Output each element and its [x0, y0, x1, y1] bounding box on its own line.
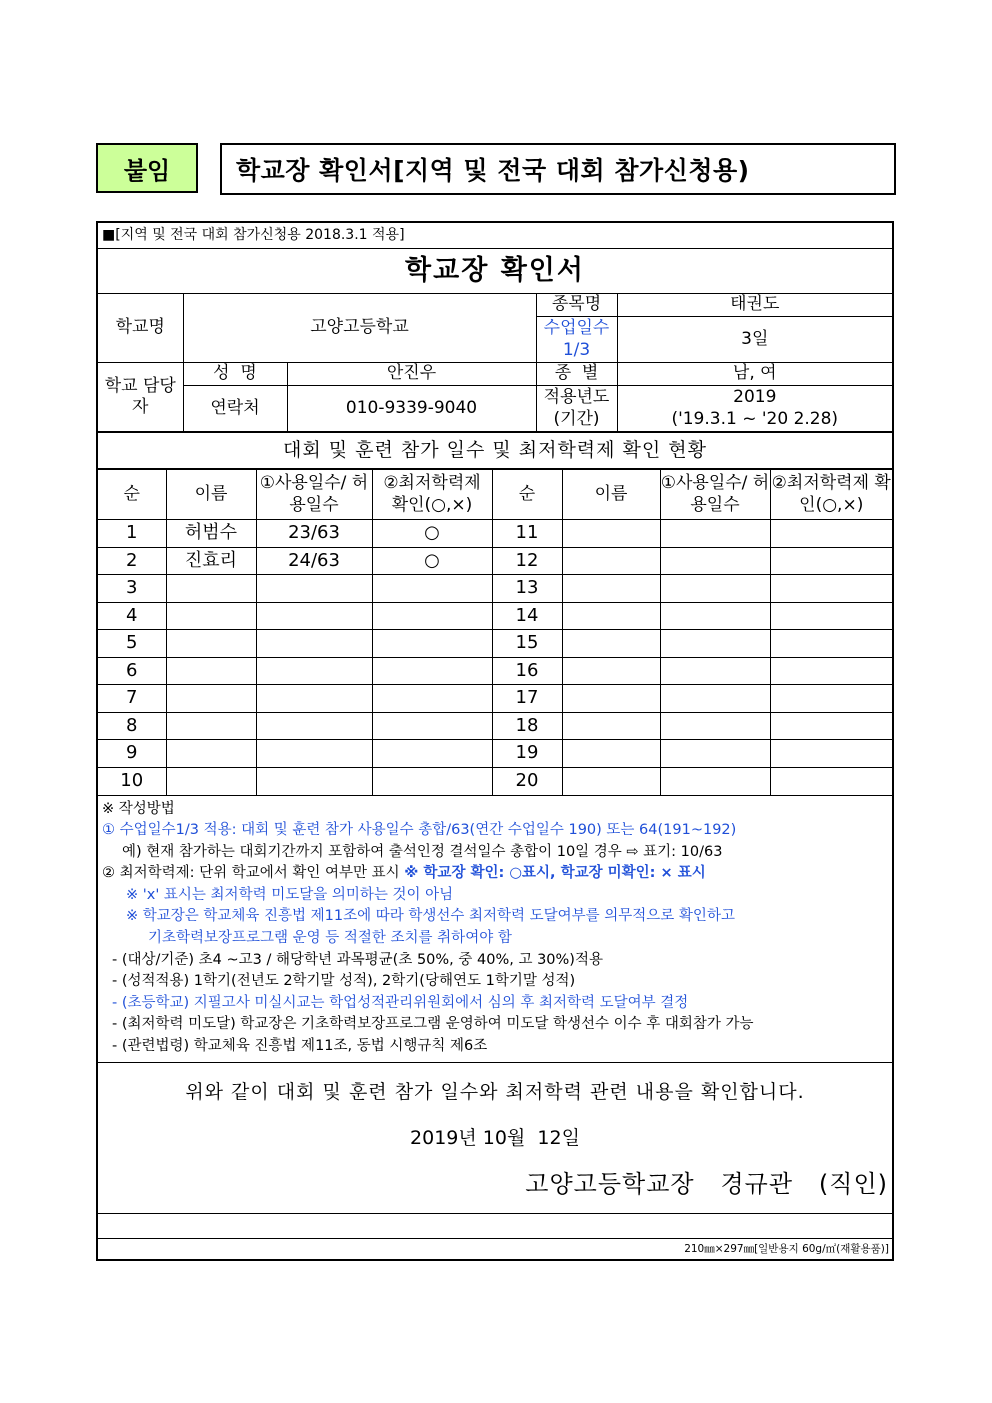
form-title: 학교장 확인서: [98, 249, 892, 294]
row-days: 24/63: [256, 547, 372, 575]
status-section: [98, 469, 892, 796]
info-table: [98, 293, 892, 432]
row-name: 진효리: [166, 547, 256, 575]
row-days: [660, 740, 770, 768]
phone-value: 010-9339-9040: [287, 386, 536, 432]
row-check: ○: [372, 547, 492, 575]
row-name: [166, 602, 256, 630]
row-days: [660, 547, 770, 575]
row-no: 8: [98, 712, 166, 740]
note-line-2: 예) 현재 참가하는 대회기간까지 포함하여 출석인정 결석일수 총합이 10일 경우 ⇨ 표기: 10/63: [122, 843, 723, 860]
paper-spec: 210㎜×297㎜[일반용지 60g/㎡(재활용품)]: [98, 1238, 892, 1259]
row-days: [660, 712, 770, 740]
period-range: ('19.3.1 ~ '20 2.28): [671, 408, 839, 429]
note-line-3: [102, 863, 892, 885]
table-row: [98, 740, 892, 768]
note-line-6: 기초학력보장프로그램 운영 등 적절한 조치를 취하여야 함: [148, 930, 512, 947]
confirm-statement: 위와 같이 대회 및 훈련 참가 일수와 최저학력 관련 내용을 확인합니다.: [185, 1080, 805, 1103]
row-days: [660, 657, 770, 685]
table-row: [98, 520, 892, 548]
row-name: [166, 630, 256, 658]
note-line-3-text: ② 최저학력제: 단위 학교에서 확인 여부만 표시: [102, 865, 405, 882]
row-check: [372, 575, 492, 603]
row-check: [372, 685, 492, 713]
event-value: 태권도: [617, 294, 892, 317]
row-days: [256, 630, 372, 658]
row-no: 19: [492, 740, 562, 768]
row-check: [770, 685, 892, 713]
row-name: [562, 712, 660, 740]
period-label: 적용년도 (기간): [536, 386, 617, 432]
row-no: 20: [492, 767, 562, 795]
table-row: [98, 602, 892, 630]
table-row: [98, 547, 892, 575]
col-check: ②최저학력제 확인(○,×): [770, 470, 892, 520]
row-no: 13: [492, 575, 562, 603]
scope-note: ■[지역 및 전국 대회 참가신청용 2018.3.1 적용]: [98, 223, 892, 249]
row-name: [562, 602, 660, 630]
col-name: 이름: [166, 470, 256, 520]
row-no: 1: [98, 520, 166, 548]
name-label: 성 명: [183, 363, 287, 386]
status-title: 대회 및 훈련 참가 일수 및 최저학력제 확인 현황: [98, 433, 892, 469]
row-name: [166, 685, 256, 713]
row-name: [166, 767, 256, 795]
row-days: [256, 740, 372, 768]
col-days: ①사용일수/ 허용일수: [256, 470, 372, 520]
row-no: 2: [98, 547, 166, 575]
row-no: 9: [98, 740, 166, 768]
row-no: 16: [492, 657, 562, 685]
row-no: 18: [492, 712, 562, 740]
participation-table: [98, 469, 892, 795]
note-line-3-emphasis: ※ 학교장 확인: ○표시, 학교장 미확인: × 표시: [404, 865, 706, 882]
gender-value: 남, 여: [617, 363, 892, 386]
row-name: [562, 740, 660, 768]
note-line-5: ※ 학교장은 학교체육 진흥법 제11조에 따라 학생선수 최저학력 도달여부를 의무적으로 확인하고: [126, 908, 735, 925]
row-days: 23/63: [256, 520, 372, 548]
row-check: [770, 520, 892, 548]
row-days: [256, 575, 372, 603]
row-days: [660, 685, 770, 713]
confirmation-form: [96, 221, 894, 1261]
table-row: [98, 712, 892, 740]
note-line-9: - (초등학교) 지필고사 미실시교는 학업성적관리위원회에서 심의 후 최저학력 도달여부 결정: [112, 994, 689, 1011]
row-no: 5: [98, 630, 166, 658]
note-line-4: ※ 'x' 표시는 최저학력 미도달을 의미하는 것이 아님: [126, 886, 454, 903]
document-heading: 학교장 확인서[지역 및 전국 대회 참가신청용): [220, 143, 896, 195]
school-name-value: 고양고등학교: [183, 294, 536, 363]
row-check: [372, 657, 492, 685]
row-check: [372, 740, 492, 768]
note-line-1: ① 수업일수1/3 적용: 대회 및 훈련 참가 사용일수 총합/63(연간 수업일수 190) 또는 64(191~192): [102, 822, 737, 839]
school-name-label: 학교명: [98, 294, 183, 363]
confirmation-block: [98, 1063, 892, 1213]
class-days-value: 3일: [617, 317, 892, 363]
instructions: [98, 796, 892, 1063]
row-check: ○: [372, 520, 492, 548]
row-check: [770, 767, 892, 795]
note-line-8: - (성적적용) 1학기(전년도 2학기말 성적), 2학기(당해연도 1학기말 성적): [112, 973, 576, 990]
col-no: 순: [492, 470, 562, 520]
note-line-7: - (대상/기준) 초4 ~고3 / 해당학년 과목평균(초 50%, 중 40%, 고 30%)적용: [112, 951, 603, 968]
event-label: 종목명: [536, 294, 617, 317]
row-check: [372, 712, 492, 740]
row-days: [660, 630, 770, 658]
phone-label: 연락처: [183, 386, 287, 432]
table-row: [98, 630, 892, 658]
class-days-label: 수업일수 1/3: [536, 317, 617, 363]
row-check: [770, 547, 892, 575]
note-line-10: - (최저학력 미도달) 학교장은 기초학력보장프로그램 운영하여 미도달 학생선수 이수 후 대회참가 가능: [112, 1016, 754, 1033]
year-value: 2019: [733, 387, 777, 408]
row-days: [660, 575, 770, 603]
info-section: [98, 293, 892, 433]
row-days: [256, 657, 372, 685]
row-name: [166, 575, 256, 603]
row-check: [770, 712, 892, 740]
row-no: 6: [98, 657, 166, 685]
row-no: 3: [98, 575, 166, 603]
row-no: 12: [492, 547, 562, 575]
confirm-date: 2019년 10월 12일: [410, 1126, 580, 1149]
row-days: [256, 685, 372, 713]
row-check: [770, 602, 892, 630]
row-days: [660, 767, 770, 795]
contact-person-label: 학교 담당자: [98, 363, 183, 432]
table-row: [98, 685, 892, 713]
row-no: 17: [492, 685, 562, 713]
row-name: [562, 767, 660, 795]
row-check: [770, 740, 892, 768]
period-value: [617, 386, 892, 432]
name-value: 안진우: [287, 363, 536, 386]
row-no: 10: [98, 767, 166, 795]
row-days: [256, 712, 372, 740]
row-check: [770, 575, 892, 603]
col-no: 순: [98, 470, 166, 520]
table-row: [98, 575, 892, 603]
row-name: [562, 657, 660, 685]
row-days: [660, 520, 770, 548]
row-name: [562, 685, 660, 713]
row-check: [372, 767, 492, 795]
row-check: [770, 630, 892, 658]
row-name: [562, 630, 660, 658]
row-name: [562, 547, 660, 575]
principal-signature: 고양고등학교장 경규관 (직인): [525, 1169, 888, 1198]
col-check: ②최저학력제 확인(○,×): [372, 470, 492, 520]
row-name: [562, 575, 660, 603]
col-name: 이름: [562, 470, 660, 520]
notes-heading: ※ 작성방법: [102, 800, 175, 817]
blank-row: [98, 1213, 892, 1238]
row-no: 4: [98, 602, 166, 630]
row-check: [372, 630, 492, 658]
row-no: 15: [492, 630, 562, 658]
row-name: [166, 657, 256, 685]
row-days: [256, 767, 372, 795]
row-name: 허범수: [166, 520, 256, 548]
row-name: [166, 740, 256, 768]
row-no: 14: [492, 602, 562, 630]
row-no: 7: [98, 685, 166, 713]
col-days: ①사용일수/ 허용일수: [660, 470, 770, 520]
row-check: [372, 602, 492, 630]
row-days: [660, 602, 770, 630]
row-name: [166, 712, 256, 740]
row-no: 11: [492, 520, 562, 548]
row-name: [562, 520, 660, 548]
table-row: [98, 657, 892, 685]
row-check: [770, 657, 892, 685]
gender-label: 종 별: [536, 363, 617, 386]
note-line-11: - (관련법령) 학교체육 진흥법 제11조, 동법 시행규칙 제6조: [112, 1038, 488, 1055]
attachment-badge: 붙임: [96, 143, 198, 193]
table-row: [98, 767, 892, 795]
row-days: [256, 602, 372, 630]
